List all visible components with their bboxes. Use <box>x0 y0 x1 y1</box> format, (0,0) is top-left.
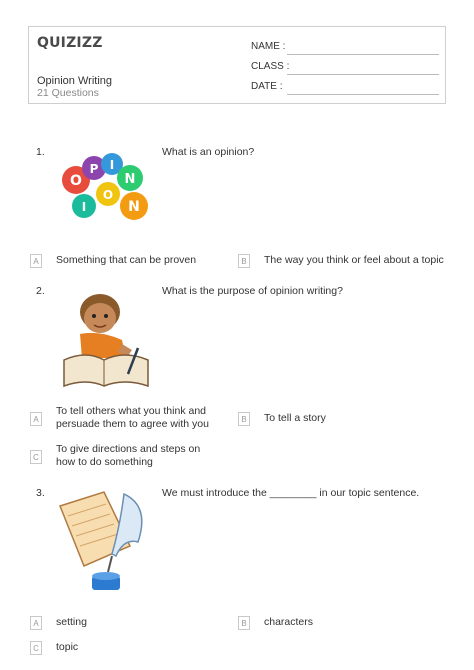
quizizz-logo: QUIZIZZ <box>37 35 103 51</box>
bubble-letter: N <box>124 172 136 187</box>
answer-option-c[interactable] <box>30 443 216 469</box>
bubble-letter: N <box>128 199 140 215</box>
name-field[interactable] <box>251 41 439 55</box>
class-field[interactable] <box>251 61 439 75</box>
question-number: 3. <box>36 487 45 499</box>
bubble-letter: I <box>109 158 115 172</box>
question-count: 21 Questions <box>37 87 99 99</box>
bubble-letter: I <box>81 200 87 214</box>
question-number: 2. <box>36 285 45 297</box>
question-text: What is an opinion? <box>162 146 255 158</box>
option-text: To tell a story <box>264 412 326 424</box>
option-letter: A <box>30 254 42 268</box>
date-line <box>287 94 439 95</box>
worksheet-title: Opinion Writing <box>37 75 112 87</box>
question-text: What is the purpose of opinion writing? <box>162 285 343 297</box>
quill-and-paper-icon <box>54 486 154 598</box>
option-text: setting <box>56 616 87 628</box>
option-text: topic <box>56 641 79 653</box>
option-letter: B <box>238 412 250 426</box>
option-letter: A <box>30 412 42 426</box>
name-line <box>287 54 439 55</box>
option-text: The way you think or feel about a topic <box>264 254 444 266</box>
answer-option-a[interactable] <box>30 254 216 268</box>
answer-option-a[interactable] <box>30 405 216 431</box>
answer-option-a[interactable] <box>30 616 216 630</box>
option-text: characters <box>264 616 314 628</box>
answer-option-b[interactable] <box>238 412 424 426</box>
class-label: CLASS : <box>251 61 290 72</box>
name-label: NAME : <box>251 41 286 52</box>
option-letter: B <box>238 616 250 630</box>
date-label: DATE : <box>251 81 283 92</box>
answer-option-b[interactable] <box>238 254 454 268</box>
option-text: To tell others what you think and persuade them to agree with you <box>56 405 209 430</box>
option-text: To give directions and steps on how to do something <box>56 443 201 468</box>
question-text: We must introduce the ________ in our topic sentence. <box>162 487 420 499</box>
bubble-letter: O <box>70 173 82 189</box>
bubble-letter: P <box>89 162 99 176</box>
boy-writing-icon <box>56 284 156 392</box>
opinion-bubbles-icon <box>54 150 156 230</box>
option-letter: A <box>30 616 42 630</box>
option-letter: C <box>30 641 42 655</box>
bubble-letter: O <box>102 188 114 202</box>
option-letter: B <box>238 254 250 268</box>
worksheet-header <box>28 26 446 104</box>
option-text: Something that can be proven <box>56 254 197 266</box>
option-letter: C <box>30 450 42 464</box>
answer-option-c[interactable] <box>30 641 216 655</box>
answer-option-b[interactable] <box>238 616 424 630</box>
question-number: 1. <box>36 146 45 158</box>
class-line <box>287 74 439 75</box>
date-field[interactable] <box>251 81 439 95</box>
